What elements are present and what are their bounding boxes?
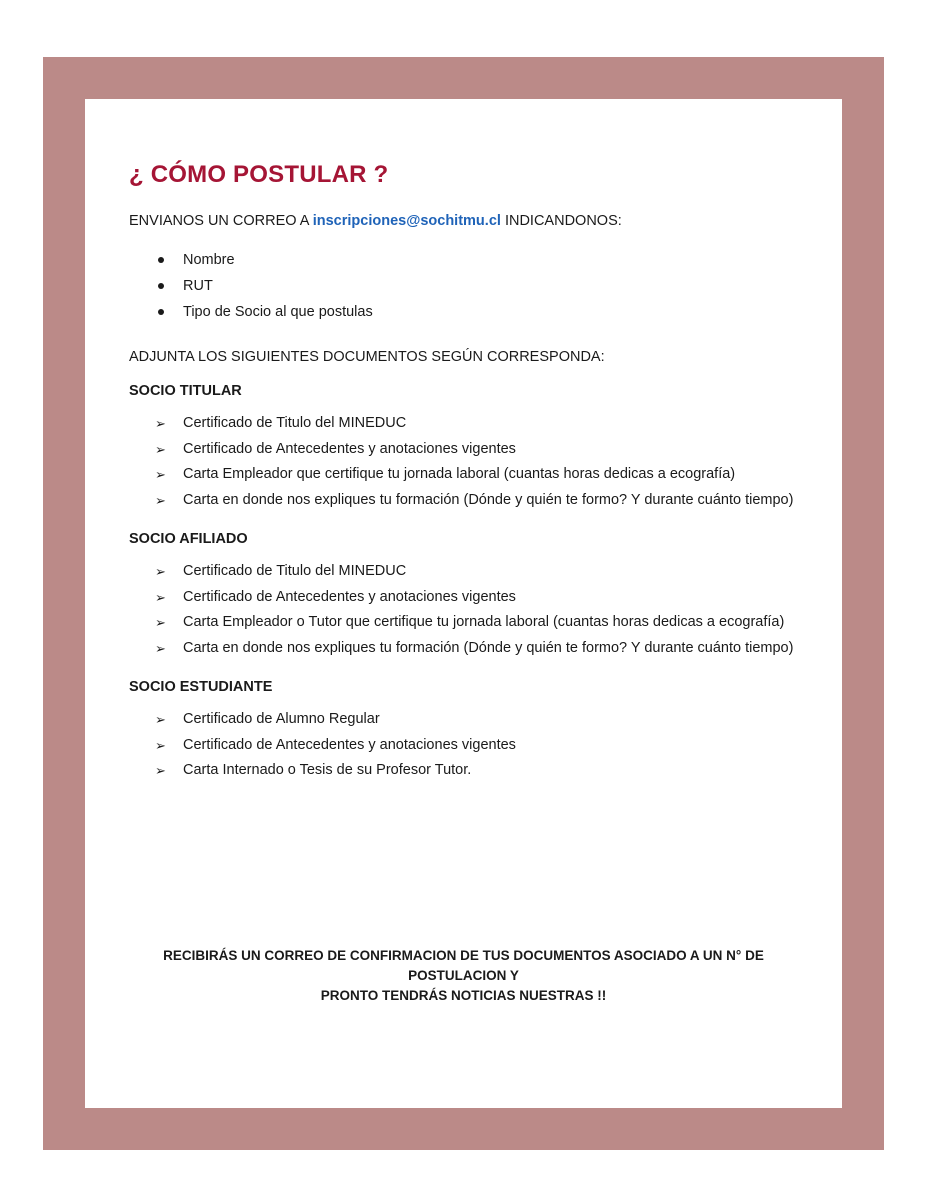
arrow-bullet-icon: ➢ — [155, 416, 166, 431]
page-title: ¿ CÓMO POSTULAR ? — [129, 161, 389, 188]
list-item: ➢ Certificado de Alumno Regular — [129, 707, 799, 733]
footer-line-2: PRONTO TENDRÁS NOTICIAS NUESTRAS !! — [320, 988, 607, 1003]
arrow-bullet-icon: ➢ — [155, 640, 166, 656]
list-item: ➢ Certificado de Antecedentes y anotaciones vigentes — [129, 437, 799, 463]
list-item: ➢ Certificado de Antecedentes y anotaciones vigentes — [129, 585, 799, 611]
arrow-bullet-icon: ➢ — [155, 589, 166, 605]
documents-heading: ADJUNTA LOS SIGUIENTES DOCUMENTOS SEGÚN CORRESPONDA: — [129, 349, 605, 365]
section-title-socio-estudiante: SOCIO ESTUDIANTE — [129, 679, 273, 695]
list-item: ➢ Carta Empleador que certifique tu jornada laboral (cuantas horas dedicas a ecografía) — [129, 462, 799, 488]
section-title-socio-titular: SOCIO TITULAR — [129, 383, 242, 399]
intro-prefix: ENVIANOS UN CORREO A — [129, 213, 313, 229]
socio-estudiante-list — [129, 707, 799, 784]
email-link[interactable]: inscripciones@sochitmu.cl — [312, 213, 501, 229]
arrow-bullet-icon: ➢ — [155, 763, 166, 778]
arrow-bullet-icon: ➢ — [155, 564, 166, 579]
list-item: RUT — [129, 273, 799, 299]
arrow-bullet-icon: ➢ — [155, 492, 166, 508]
socio-afiliado-list — [129, 559, 799, 661]
arrow-bullet-icon: ➢ — [155, 467, 166, 482]
footer-line-1: RECIBIRÁS UN CORREO DE CONFIRMACION DE TUS DOCUMENTOS ASOCIADO A UN N° DE POSTULACION Y — [163, 948, 764, 983]
list-item: Tipo de Socio al que postulas — [129, 299, 799, 325]
arrow-bullet-icon: ➢ — [155, 615, 166, 630]
section-title-socio-afiliado: SOCIO AFILIADO — [129, 531, 248, 547]
intro-line — [129, 213, 799, 229]
arrow-bullet-icon: ➢ — [155, 737, 166, 753]
socio-titular-list — [129, 411, 799, 513]
required-info-list — [129, 247, 799, 325]
list-item: ➢ Carta en donde nos expliques tu formación (Dónde y quién te formo? Y durante cuánto tiempo) — [129, 636, 799, 662]
list-item: ➢ Carta Empleador o Tutor que certifique tu jornada laboral (cuantas horas dedicas a ecografía) — [129, 610, 799, 636]
list-item: ➢ Certificado de Titulo del MINEDUC — [129, 411, 799, 437]
confirmation-note — [85, 946, 842, 1006]
document-content — [129, 161, 799, 784]
arrow-bullet-icon: ➢ — [155, 712, 166, 727]
list-item: ➢ Certificado de Titulo del MINEDUC — [129, 559, 799, 585]
document-page — [85, 99, 842, 1108]
list-item: ➢ Carta en donde nos expliques tu formación (Dónde y quién te formo? Y durante cuánto tiempo) — [129, 488, 799, 514]
list-item: ➢ Carta Internado o Tesis de su Profesor Tutor. — [129, 758, 799, 784]
intro-suffix: INDICANDONOS: — [500, 213, 622, 229]
list-item: ➢ Certificado de Antecedentes y anotaciones vigentes — [129, 733, 799, 759]
list-item: Nombre — [129, 247, 799, 273]
arrow-bullet-icon: ➢ — [155, 441, 166, 457]
